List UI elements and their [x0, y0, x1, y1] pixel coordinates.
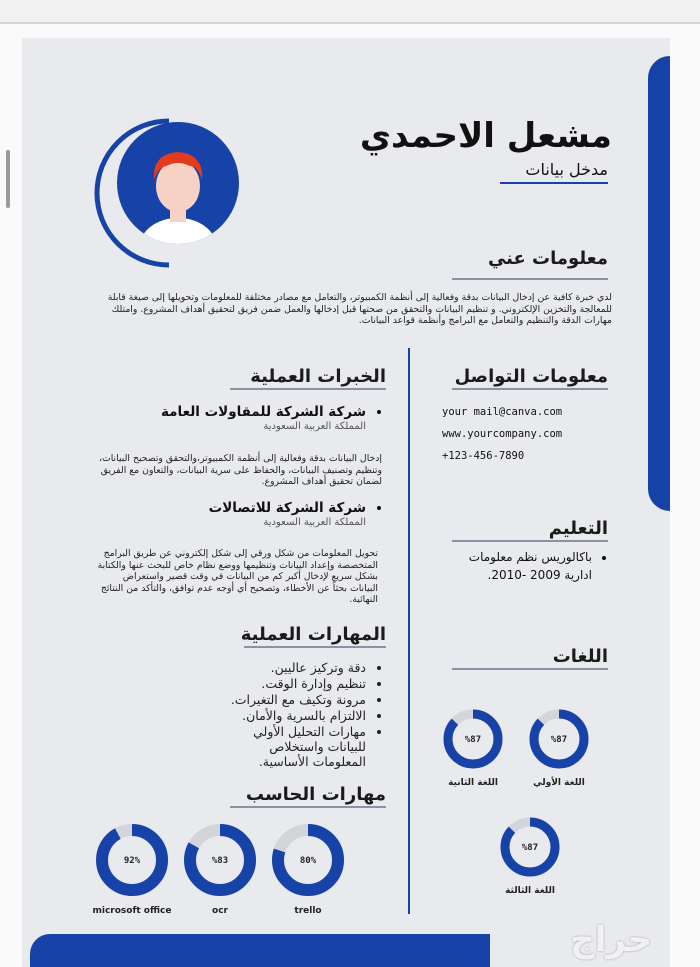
computer-skill-ring-2: [180, 820, 260, 916]
avatar-illustration: [94, 118, 244, 268]
ring-percent-text: 80%: [299, 856, 317, 866]
computer-skill-ring-3: [268, 820, 348, 916]
about-underline: [452, 278, 608, 280]
job-1-description: إدخال البيانات بدقة وفعالية إلى أنظمة الكمبيوتر،والتحقق وتصحيح البيانات، وتنظيم وتصنيف البيانات، والحفاظ على سرية البيانات، والتعاون مع الفريق لضمان تحقيق أهداف المشروع.: [98, 453, 382, 487]
job-1-company: • شركة الشركة للمقاولات العامة: [92, 404, 366, 420]
browser-top-bar: [0, 0, 700, 24]
scrollbar-thumb[interactable]: [6, 150, 10, 208]
contact-heading: معلومات التواصل: [454, 366, 608, 387]
experience-underline: [230, 388, 386, 390]
ring-label: trello: [294, 906, 322, 916]
job-2-company: • شركة الشركة للاتصالات: [92, 500, 366, 516]
ring-label: ocr: [212, 906, 228, 916]
ring-percent-text: %87: [550, 735, 568, 745]
skills-heading: المهارات العملية: [240, 624, 386, 645]
skills-underline: [244, 646, 386, 648]
education-heading: التعليم: [548, 518, 608, 539]
job-1: [92, 404, 382, 432]
resume-page: [22, 38, 670, 967]
computer-skills-underline: [230, 806, 386, 808]
profile-name: مشعل الاحمدي: [359, 116, 612, 156]
languages-heading: اللغات: [552, 646, 608, 667]
skill-item: • مهارات التحليل الأولي للبيانات واستخلاص المعلومات الأساسية.: [222, 724, 366, 769]
column-divider: [408, 348, 410, 914]
avatar-face: [156, 160, 200, 212]
computer-skills-heading: مهارات الحاسب: [245, 784, 386, 805]
ring-label: اللغة الأولي: [533, 778, 585, 788]
contact-email[interactable]: your mail@canva.com: [442, 406, 563, 418]
accent-bar-bottom: [30, 934, 490, 967]
computer-skill-ring-1: [92, 820, 172, 916]
ring-percent-text: %87: [521, 843, 539, 853]
watermark-logo: حراج: [570, 920, 652, 960]
ring-percent-text: %83: [211, 856, 229, 866]
about-heading: معلومات عني: [487, 248, 608, 269]
contact-underline: [452, 388, 608, 390]
avatar: [94, 118, 244, 268]
education-degree: [422, 548, 592, 584]
skill-item: • دقة وتركيز عاليين.: [222, 660, 366, 675]
skill-item: • تنظيم وإدارة الوقت.: [222, 676, 366, 691]
education-degree-line2: ادارية 2009 -2010.: [487, 568, 592, 582]
ring-label: اللغة الثالثة: [505, 886, 555, 896]
languages-underline: [452, 668, 608, 670]
education-degree-line1: باكالوريس نظم معلومات: [468, 550, 592, 564]
ring-label: microsoft office: [92, 906, 172, 916]
job-1-location: المملكة العربية السعودية: [263, 421, 366, 432]
job-2-location: المملكة العربية السعودية: [263, 517, 366, 528]
job-2-description: تحويل المعلومات من شكل ورقي إلى شكل إلكتروني عن طريق البرامج المتخصصة وإعداد البيانات وتنظيمها ووضع نظام خاص للبحث عنها والكتابة بشكل سريع لإدخال أكبر كم من البيانات في وقت قصير واستعراض البيانات بحثاً عن الأخطاء، وتصحيح أي أوجه عدم توافق، والتأكد من النتائج النهائية.: [97, 548, 378, 605]
experience-heading: الخبرات العملية: [250, 366, 386, 387]
ring-percent-text: %87: [464, 735, 482, 745]
title-underline: [500, 182, 608, 184]
about-text: لدي خبرة كافية عن إدخال البيانات بدقة وفعالية إلى أنظمة الكمبيوتر، والتعامل مع مصادر مختلفة للمعلومات وتحويلها إلى صيغة قابلة للمعالجة والتخزين الإلكتروني. و تنظيم البيانات والتحقق من صحتها قبل إدخالها والعمل ضمن فريق لتحقيق أهداف المشروع. وامتلك مهارات الدقة والتنظيم والتعامل مع البرامج وأنظمة قواعد البيانات.: [107, 292, 612, 326]
language-ring-3: [495, 812, 565, 896]
education-underline: [452, 540, 608, 542]
education-entry: [422, 548, 608, 585]
ring-percent-text: 92%: [123, 856, 141, 866]
language-ring-2: [438, 704, 508, 788]
profile-title: مدخل بيانات: [525, 160, 608, 179]
job-2: [92, 500, 382, 528]
skill-item: • مرونة وتكيف مع التغيرات.: [222, 692, 366, 707]
skill-item: • الالتزام بالسرية والأمان.: [222, 708, 366, 723]
language-ring-1: [524, 704, 594, 788]
ring-label: اللغة الثانية: [448, 778, 498, 788]
skills-list: [222, 660, 382, 770]
contact-website[interactable]: www.yourcompany.com: [442, 428, 563, 440]
contact-phone[interactable]: +123-456-7890: [442, 450, 525, 462]
accent-bar-right: [648, 56, 670, 511]
